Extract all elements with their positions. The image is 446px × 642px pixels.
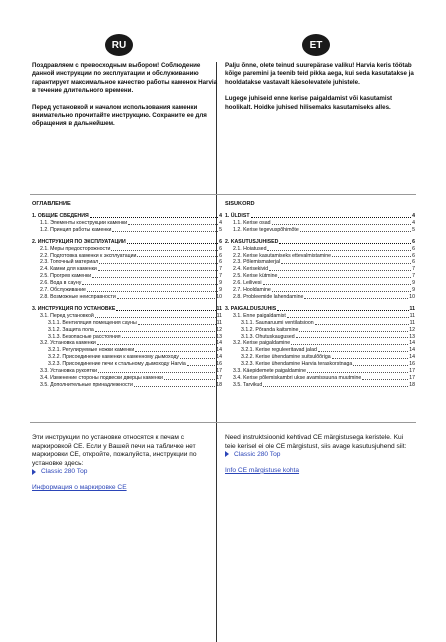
toc-leader-dots [135, 351, 215, 352]
ce-link-item-ru[interactable] [32, 468, 220, 477]
toc-entry-label: 2.1. Hoiatused [233, 245, 267, 252]
toc-entry-label: 1.2. Kerise tegevuspõhimõte [233, 226, 299, 233]
toc-leader-dots [300, 231, 411, 232]
toc-leader-dots [82, 284, 218, 285]
toc-entry-page: 6 [412, 259, 415, 266]
ce-link-item-et[interactable] [225, 451, 413, 460]
toc-entry[interactable] [225, 340, 415, 347]
toc-entry[interactable] [225, 354, 415, 361]
toc-leader-dots [272, 291, 411, 292]
toc-entry-page: 6 [412, 238, 415, 245]
toc-entry-page: 18 [409, 381, 415, 388]
toc-leader-dots [318, 351, 408, 352]
toc-entry[interactable] [225, 368, 415, 375]
toc-entry[interactable] [32, 347, 222, 354]
separator-bottom [30, 422, 416, 423]
toc-entry[interactable] [225, 334, 415, 341]
toc-entry-page: 10 [216, 293, 222, 300]
toc-entry[interactable] [32, 287, 222, 294]
toc-entry-label: 2.8. Возможные неисправности [40, 293, 116, 300]
toc-leader-dots [127, 243, 218, 244]
toc-entry-page: 17 [409, 374, 415, 381]
toc-leader-dots [277, 310, 408, 311]
toc-entry-page: 11 [409, 319, 415, 326]
toc-entry[interactable] [32, 239, 222, 246]
toc-entry[interactable] [32, 259, 222, 266]
toc-entry-label: 3.5. Tarvikud [233, 381, 263, 388]
toc-entry-page: 7 [219, 273, 222, 280]
toc-entry-label: 3.4. Изменение стороны подвески дверцы каменки [40, 374, 163, 381]
toc-entry[interactable] [32, 327, 222, 334]
toc-entry[interactable] [32, 334, 222, 341]
toc-leader-dots [267, 250, 411, 251]
toc-entry-label: 2.5. Прогрев каменки [40, 273, 92, 280]
toc-entry-page: 6 [219, 259, 222, 266]
toc-entry-page: 14 [409, 347, 415, 354]
toc-entry-page: 6 [219, 245, 222, 252]
ce-note-ru-text: Эти инструкции по установке относятся к печам с маркировкой CE. Если у Вашей печи на табличке нет маркировки CE, откройте, пожалуйста, инструкции по установке здесь: [32, 434, 197, 467]
toc-entry-label: 2.5. Kerise kütmine [233, 273, 278, 280]
toc-entry[interactable] [225, 280, 415, 287]
toc-entry-label: 2.7. Hooldamine [233, 287, 271, 294]
toc-entry-page: 9 [412, 287, 415, 294]
toc-entry[interactable] [225, 361, 415, 368]
language-badge-ru: RU [105, 34, 133, 56]
toc-entry-label: 3.3. Установка рукоятки [40, 368, 98, 375]
intro-ru-paragraph-1: Поздравляем с превосходным выбором! Соблюдение данной инструкции по эксплуатации и обслуживанию гарантирует максимальное качество работы каменок Harvia в течение длительного времени. [32, 62, 218, 95]
ce-link-item-et-label[interactable]: Classic 280 Top [234, 451, 281, 459]
separator-top [30, 194, 416, 195]
toc-entry-page: 14 [409, 354, 415, 361]
toc-entry-page: 4 [219, 219, 222, 226]
toc-entry-label: 2.6. Вода в сауну [40, 280, 82, 287]
toc-leader-dots [98, 270, 218, 271]
toc-entry[interactable] [225, 266, 415, 273]
toc-entry[interactable] [32, 320, 222, 327]
toc-entry-page: 14 [216, 354, 222, 361]
toc-entry-page: 9 [219, 287, 222, 294]
toc-entry-label: 3.2.2. Присоединение каменки к каменному дымоходу [48, 354, 179, 361]
toc-leader-dots [263, 284, 412, 285]
toc-entry-page: 17 [409, 368, 415, 375]
toc-entry-page: 7 [412, 273, 415, 280]
toc-leader-dots [180, 358, 215, 359]
toc-leader-dots [362, 379, 408, 380]
toc-leader-dots [353, 365, 408, 366]
toc-entry-label: 3.1.2. Põranda kaitsmine [241, 326, 299, 333]
toc-entry-label: 3. ИНСТРУКЦИЯ ПО УСТАНОВКЕ [32, 305, 116, 312]
toc-et [225, 201, 415, 389]
toc-entry-page: 14 [216, 347, 222, 354]
toc-entry[interactable] [225, 259, 415, 266]
toc-entry-label: 3.1. Enne paigaldamist [233, 312, 286, 319]
toc-leader-dots [99, 263, 218, 264]
toc-entry[interactable] [32, 340, 222, 347]
toc-entry[interactable] [225, 253, 415, 260]
toc-entry-page: 6 [219, 238, 222, 245]
toc-entry-page: 4 [412, 213, 415, 219]
toc-entry-label: 3.2. Установка каменки [40, 340, 96, 347]
toc-entry[interactable] [32, 273, 222, 280]
toc-entry[interactable] [32, 246, 222, 253]
toc-entry-page: 5 [219, 226, 222, 233]
toc-entry[interactable] [32, 306, 222, 313]
intro-ru [32, 62, 222, 137]
toc-entry[interactable] [225, 227, 415, 234]
toc-entry-label: 1. ОБЩИЕ СВЕДЕНИЯ [32, 213, 89, 219]
toc-leader-dots [269, 270, 411, 271]
toc-entry[interactable] [225, 347, 415, 354]
toc-leader-dots [164, 379, 215, 380]
ce-note-ru [32, 434, 220, 493]
toc-entry-page: 14 [409, 340, 415, 347]
toc-leader-dots [116, 310, 215, 311]
toc-entry-label: 3.1.2. Защита пола [48, 326, 94, 333]
toc-entry-label: 1.1. Kerise osad [233, 219, 271, 226]
toc-leader-dots [90, 217, 218, 218]
toc-leader-dots [97, 344, 215, 345]
toc-entry-label: 3.2. Kerise paigaldamine [233, 340, 291, 347]
toc-leader-dots [138, 324, 216, 325]
toc-leader-dots [287, 317, 409, 318]
toc-entry-page: 11 [216, 312, 222, 319]
intro-et-paragraph-1: Palju õnne, olete teinud suurepärase valiku! Harvia keris töötab kõige paremini ja teenib teid pikka aega, kui seda kasutatakse ja hooldatakse vastavalt käesolevatele juhistele. [225, 62, 414, 86]
toc-entry-label: 3.2.2. Kerise ühendamine suitsulõõriga [241, 354, 331, 361]
toc-entry[interactable] [32, 313, 222, 320]
toc-entry[interactable] [225, 313, 415, 320]
toc-entry-label: 2.3. Põlemismaterjal [233, 259, 280, 266]
toc-entry[interactable] [32, 361, 222, 368]
toc-entry[interactable] [225, 239, 415, 246]
toc-leader-dots [291, 344, 408, 345]
intro-et [225, 62, 415, 120]
toc-entry[interactable] [32, 354, 222, 361]
toc-entry-page: 17 [216, 368, 222, 375]
toc-leader-dots [296, 337, 409, 338]
toc-entry-page: 16 [409, 361, 415, 368]
toc-entry[interactable] [225, 220, 415, 227]
language-badge-et: ET [302, 34, 330, 56]
toc-et-title: SISUKORD [225, 201, 255, 207]
toc-entry[interactable] [225, 294, 415, 301]
toc-entry-page: 18 [216, 381, 222, 388]
toc-entry[interactable] [32, 266, 222, 273]
toc-entry-page: 4 [219, 213, 222, 219]
toc-ru-title: ОГЛАВЛЕНИЕ [32, 201, 71, 207]
toc-entry[interactable] [32, 294, 222, 301]
toc-entry[interactable] [32, 227, 222, 234]
toc-entry-page: 13 [216, 333, 222, 340]
toc-leader-dots [111, 250, 218, 251]
toc-leader-dots [272, 224, 412, 225]
toc-leader-dots [122, 337, 216, 338]
toc-leader-dots [299, 331, 408, 332]
toc-entry-label: 1. ÜLDIST [225, 213, 250, 219]
toc-ru-list [32, 213, 222, 389]
toc-leader-dots [315, 324, 409, 325]
toc-entry-page: 6 [412, 252, 415, 259]
toc-entry-label: 3.5. Дополнительные принадлежности [40, 381, 133, 388]
toc-entry-label: 2. KASUTUSJUHISED [225, 238, 279, 245]
toc-leader-dots [87, 291, 218, 292]
toc-entry-label: 2.4. Камни для каменки [40, 266, 97, 273]
toc-entry-page: 9 [219, 280, 222, 287]
toc-entry-label: 3.1.1. Вентиляция помещения сауны [48, 319, 137, 326]
toc-entry[interactable] [225, 327, 415, 334]
toc-leader-dots [263, 386, 408, 387]
toc-entry[interactable] [32, 382, 222, 389]
toc-entry[interactable] [32, 213, 222, 220]
toc-leader-dots [279, 243, 411, 244]
toc-entry[interactable] [225, 382, 415, 389]
toc-entry-page: 11 [409, 305, 415, 312]
toc-entry-label: 3.2.1. Kerise reguleeritavad jalad [241, 347, 317, 354]
toc-entry[interactable] [225, 273, 415, 280]
toc-entry[interactable] [225, 320, 415, 327]
toc-leader-dots [95, 331, 215, 332]
toc-entry[interactable] [225, 246, 415, 253]
toc-leader-dots [98, 372, 215, 373]
toc-entry[interactable] [32, 368, 222, 375]
toc-leader-dots [332, 358, 409, 359]
toc-leader-dots [332, 256, 411, 257]
toc-entry-page: 4 [412, 219, 415, 226]
toc-entry-label: 3. PAIGALDUSJUHIS [225, 305, 277, 312]
toc-entry-label: 3.4. Kerise põlemiskambri ukse avamissuuna muutmine [233, 374, 362, 381]
toc-entry-page: 7 [412, 266, 415, 273]
ce-link-item-ru-label[interactable]: Classic 280 Top [41, 468, 88, 476]
toc-leader-dots [307, 372, 408, 373]
toc-entry-label: 3.2.3. Присоединение печи к стальному дымоходу Harvia [48, 361, 186, 368]
toc-entry-label: 2.6. Leilivesi [233, 280, 262, 287]
toc-leader-dots [137, 256, 218, 257]
intro-ru-paragraph-2: Перед установкой и началом использования каменки внимательно прочитайте инструкцию. Сохраните ее для обращения в дальнейшем. [32, 103, 207, 128]
toc-leader-dots [92, 277, 218, 278]
toc-entry[interactable] [225, 375, 415, 382]
ce-info-link-et[interactable]: Info CE märgistuse kohta [225, 466, 300, 474]
ce-note-et [225, 434, 413, 475]
toc-entry-page: 16 [216, 361, 222, 368]
toc-entry-page: 11 [409, 312, 415, 319]
toc-entry[interactable] [225, 306, 415, 313]
toc-entry-page: 13 [409, 333, 415, 340]
toc-entry-page: 6 [219, 252, 222, 259]
toc-entry-label: 3.1.3. Безопасные расстояния [48, 333, 121, 340]
ce-info-link-ru[interactable]: Информация о маркировке CE [32, 483, 127, 491]
toc-entry-label: 2.3. Топочный материал [40, 259, 99, 266]
toc-entry-page: 12 [216, 326, 222, 333]
toc-leader-dots [304, 298, 408, 299]
triangle-bullet-icon [32, 469, 36, 475]
toc-entry-label: 3.1.3. Ohutuskaugused [241, 333, 295, 340]
toc-entry-label: 2.4. Kerisekivid [233, 266, 269, 273]
toc-leader-dots [128, 224, 218, 225]
toc-et-list [225, 213, 415, 389]
toc-entry-page: 17 [216, 374, 222, 381]
toc-ru [32, 201, 222, 389]
toc-leader-dots [281, 263, 411, 264]
intro-et-paragraph-2: Lugege juhiseid enne kerise paigaldamist või kasutamist hoolikalt. Hoidke juhised hilisemaks kasutamiseks alles. [225, 95, 393, 111]
toc-entry[interactable] [32, 375, 222, 382]
toc-entry-page: 7 [219, 266, 222, 273]
toc-entry-page: 10 [409, 293, 415, 300]
toc-entry-label: 2. ИНСТРУКЦИЯ ПО ЭКСПЛУАТАЦИИ [32, 238, 126, 245]
toc-leader-dots [134, 386, 215, 387]
toc-entry-label: 3.2.3. Kerise ühendamine Harvia teraskorstnaga [241, 361, 353, 368]
toc-leader-dots [251, 217, 412, 218]
toc-entry-label: 3.3. Käepidemete paigaldamine [233, 368, 306, 375]
toc-entry-page: 9 [412, 280, 415, 287]
toc-entry-label: 2.1. Меры предосторожности [40, 245, 111, 252]
toc-entry-page: 11 [216, 319, 222, 326]
toc-leader-dots [95, 317, 216, 318]
toc-entry-page: 11 [216, 305, 222, 312]
ce-note-et-text: Need instruktsioonid kehtivad CE märgistusega keristele. Kui teie kerisel ei ole CE märgistust, siis avage kasutusjuhend siit: [225, 434, 407, 450]
toc-entry-page: 12 [409, 326, 415, 333]
toc-entry-label: 3.2.1. Регулируемые ножки каменки [48, 347, 135, 354]
toc-entry-label: 1.2. Принцип работы каменки [40, 226, 112, 233]
toc-entry[interactable] [32, 280, 222, 287]
toc-entry-page: 6 [412, 245, 415, 252]
toc-entry[interactable] [225, 287, 415, 294]
toc-leader-dots [117, 298, 215, 299]
toc-entry-page: 14 [216, 340, 222, 347]
toc-entry[interactable] [225, 213, 415, 220]
toc-entry-label: 2.2. Kerise kasutamiseks ettevalmistamine [233, 252, 332, 259]
toc-entry-label: 3.1.1. Saunaruumi ventilatsioon [241, 319, 314, 326]
toc-leader-dots [112, 231, 218, 232]
toc-leader-dots [187, 365, 216, 366]
toc-leader-dots [278, 277, 411, 278]
toc-entry-label: 3.1. Перед установкой [40, 312, 94, 319]
toc-entry-page: 5 [412, 226, 415, 233]
triangle-bullet-icon [225, 451, 229, 457]
toc-entry-label: 2.2. Подготовка каменки к эксплуатации [40, 252, 137, 259]
toc-entry[interactable] [32, 220, 222, 227]
toc-entry-label: 1.1. Элементы конструкции каменки [40, 219, 128, 226]
toc-entry-label: 2.8. Probleemide lahendamine [233, 293, 304, 300]
toc-entry-label: 2.7. Обслуживание [40, 287, 86, 294]
